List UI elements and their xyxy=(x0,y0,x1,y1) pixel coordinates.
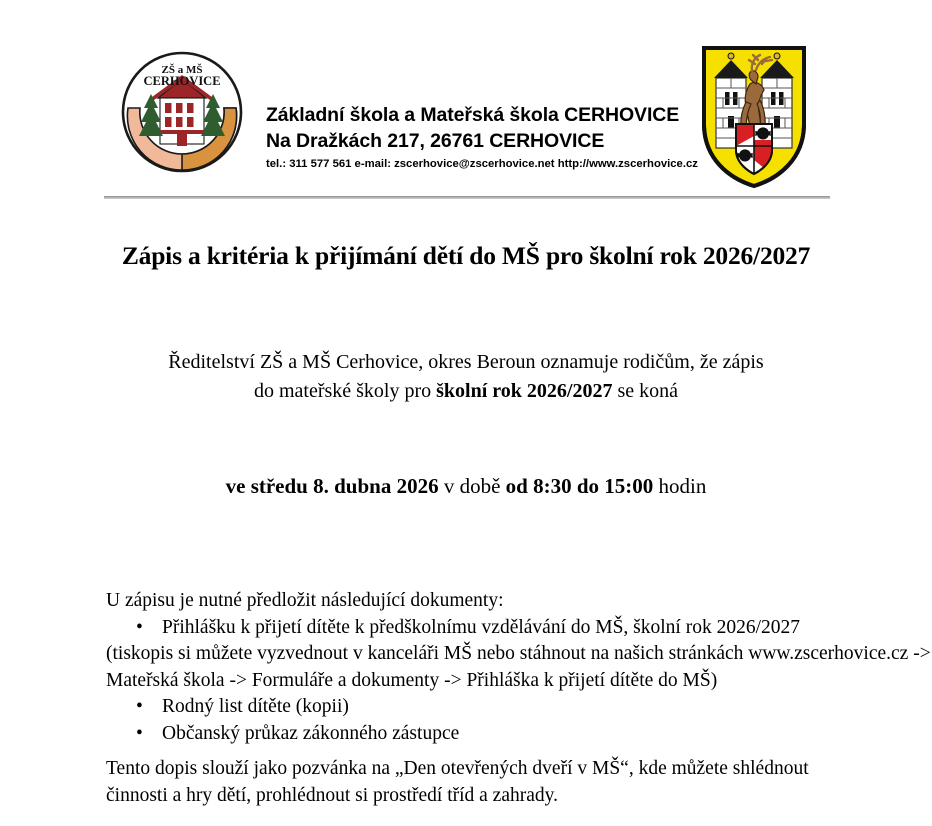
application-form-note-line-2: Mateřská škola -> Formuláře a dokumenty -> Přihláška k přijetí dítěte do MŠ) xyxy=(106,669,718,691)
school-identity-block xyxy=(266,102,698,174)
required-documents-heading: U zápisu je nutné předložit následující dokumenty: xyxy=(106,590,504,611)
required-documents-section xyxy=(106,588,931,747)
event-time-suffix: hodin xyxy=(653,474,707,498)
intro-line-1: Ředitelství ZŠ a MŠ Cerhovice, okres Beroun oznamuje rodičům, že zápis xyxy=(168,351,764,373)
school-contact: tel.: 311 577 561 e-mail: zscerhovice@zscerhovice.net http://www.zscerhovice.cz xyxy=(266,158,698,170)
bullet-icon: • xyxy=(136,722,143,744)
closing-paragraph xyxy=(106,756,846,809)
page-title: Zápis a kritéria k přijímání dětí do MŠ pro školní rok 2026/2027 xyxy=(121,241,811,271)
intro-line-2-suffix: se koná xyxy=(612,380,679,402)
list-item-label: Občanský průkaz zákonného zástupce xyxy=(162,722,460,744)
closing-line-2: činnosti a hry dětí, prohlédnout si prostředí tříd a zahrady. xyxy=(106,784,558,806)
header-divider xyxy=(104,196,830,199)
school-logo-icon xyxy=(118,42,246,187)
event-datetime-line xyxy=(0,474,932,499)
intro-paragraph xyxy=(0,348,932,406)
list-item-label: Rodný list dítěte (kopii) xyxy=(162,696,349,717)
application-form-note-line-1: (tiskopis si můžete vyzvednout v kanceláři MŠ nebo stáhnout na našich stránkách www.zscerhovice.cz -> xyxy=(106,643,931,664)
list-item xyxy=(106,615,866,642)
coat-of-arms-icon xyxy=(694,40,814,190)
closing-line-1: Tento dopis slouží jako pozvánka na „Den otevřených dveří v MŠ“, kde můžete shlédnout xyxy=(106,758,809,779)
list-item xyxy=(106,721,866,748)
school-year-highlight: školní rok 2026/2027 xyxy=(436,380,613,402)
event-date: ve středu 8. dubna 2026 xyxy=(225,474,439,498)
list-item xyxy=(106,694,866,721)
intro-line-2 xyxy=(0,377,932,406)
application-form-note xyxy=(106,641,931,694)
school-logo-text-line1: ZŠ a MŠ xyxy=(161,64,203,76)
list-item-label: Přihlášku k přijetí dítěte k předškolnímu vzdělávání do MŠ, školní rok 2026/2027 xyxy=(162,616,801,638)
school-name: Základní škola a Mateřská škola CERHOVICE xyxy=(266,104,680,126)
event-time: od 8:30 do 15:00 xyxy=(505,474,654,498)
document-list-secondary xyxy=(106,694,866,747)
document-list-primary xyxy=(106,615,866,642)
bullet-icon: • xyxy=(136,616,143,638)
intro-line-2-prefix: do mateřské školy pro xyxy=(253,380,437,402)
school-logo-text-line2: CERHOVICE xyxy=(143,74,221,88)
school-address: Na Dražkách 217, 26761 CERHOVICE xyxy=(266,130,605,152)
letterhead xyxy=(0,0,932,190)
bullet-icon: • xyxy=(136,696,143,717)
event-middle-text: v době xyxy=(438,474,506,498)
